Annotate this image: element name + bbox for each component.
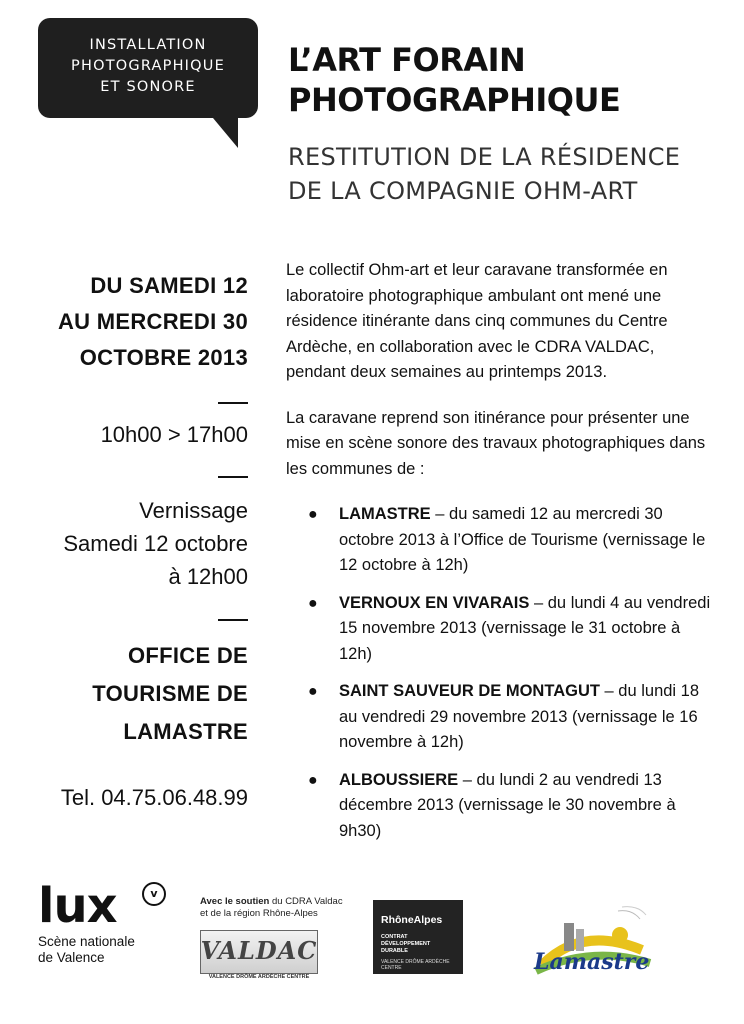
event-dates bbox=[8, 268, 248, 376]
bubble-line-2: PHOTOGRAPHIQUE bbox=[71, 58, 225, 74]
dates-line-1: DU SAMEDI 12 bbox=[90, 273, 248, 298]
vernissage-line-1: Vernissage bbox=[139, 498, 248, 523]
vernissage-line-3: à 12h00 bbox=[168, 564, 248, 589]
list-item bbox=[286, 679, 716, 756]
category-bubble bbox=[38, 18, 258, 118]
lux-wordmark: lux bbox=[38, 878, 117, 934]
bubble-line-3: ET SONORE bbox=[100, 79, 196, 95]
commune-details: – du lundi 4 au vendredi 15 novembre 2013 (vernissage le 31 octobre à 12h) bbox=[339, 593, 711, 663]
separator-dash bbox=[8, 460, 248, 482]
bullet-icon: ● bbox=[308, 771, 318, 789]
phone-number: Tel. 04.75.06.48.99 bbox=[60, 785, 248, 810]
bubble-tail bbox=[208, 112, 238, 148]
subtitle-line-2: DE LA COMPAGNIE OHM-ART bbox=[288, 177, 638, 205]
rhone-alpes-wordmark: RhôneAlpes bbox=[381, 914, 443, 926]
description-column bbox=[286, 258, 716, 856]
venue-line-2: TOURISME DE bbox=[92, 681, 248, 706]
lux-logo bbox=[38, 878, 158, 966]
support-rest: du CDRA Valdac bbox=[269, 896, 343, 907]
dates-line-2: AU MERCREDI 30 bbox=[57, 309, 248, 334]
bullet-icon: ● bbox=[308, 506, 318, 523]
intro-paragraph: Le collectif Ohm-art et leur caravane transformée en laboratoire photographique ambulant ont mené une résidence itinérante dans cinq communes du Centre Ardèche, en collaboration avec le CDRA VALDAC, pendant deux semaines au printemps 2013. bbox=[286, 261, 668, 381]
list-item bbox=[286, 502, 716, 579]
title-line-1: L’ART FORAIN bbox=[288, 41, 526, 79]
bullet-icon: ● bbox=[308, 683, 318, 700]
valdac-logo bbox=[200, 930, 318, 982]
lamastre-wordmark: Lamastre bbox=[534, 949, 650, 975]
event-info-column bbox=[8, 268, 248, 813]
poster-title bbox=[288, 40, 620, 120]
rhone-alpes-line-1: CONTRAT DÉVELOPPEMENT DURABLE bbox=[381, 934, 431, 954]
separator-dash bbox=[8, 386, 248, 408]
venue-line-1: OFFICE DE bbox=[127, 643, 248, 668]
dates-line-3: OCTOBRE 2013 bbox=[79, 345, 248, 370]
commune-name: SAINT SAUVEUR DE MONTAGUT bbox=[339, 682, 600, 700]
commune-name: VERNOUX EN VIVARAIS bbox=[339, 593, 530, 612]
rhone-alpes-line-2: VALENCE DRÔME ARDÈCHE CENTRE bbox=[381, 959, 450, 971]
poster-subtitle bbox=[288, 140, 680, 208]
commune-details: – du lundi 18 au vendredi 29 novembre 2013 (vernissage le 16 novembre à 12h) bbox=[339, 682, 700, 751]
itinerary-paragraph: La caravane reprend son itinérance pour présenter une mise en scène sonore des travaux photographiques dans les communes de : bbox=[286, 408, 706, 478]
support-bold: Avec le soutien bbox=[200, 896, 270, 907]
separator-dash bbox=[8, 603, 248, 625]
lux-sub-line-2: de Valence bbox=[38, 950, 105, 965]
commune-name: ALBOUSSIERE bbox=[339, 770, 459, 789]
valdac-wordmark: VALDAC bbox=[200, 936, 318, 965]
support-credit bbox=[200, 896, 370, 920]
lux-circle-icon: v bbox=[142, 882, 166, 906]
bullet-icon: ● bbox=[308, 594, 318, 612]
rhone-alpes-logo bbox=[373, 900, 463, 974]
lux-sub-line-1: Scène nationale bbox=[38, 934, 135, 949]
lamastre-logo bbox=[522, 905, 662, 985]
commune-name: LAMASTRE bbox=[339, 505, 431, 523]
commune-list bbox=[286, 502, 716, 844]
opening-hours: 10h00 > 17h00 bbox=[100, 422, 248, 447]
commune-details: – du lundi 2 au vendredi 13 décembre 2013 (vernissage le 30 novembre à 9h30) bbox=[339, 770, 676, 840]
venue-line-3: LAMASTRE bbox=[123, 719, 248, 744]
support-line-2: et de la région Rhône-Alpes bbox=[200, 908, 318, 919]
venue-name bbox=[8, 637, 248, 751]
lux-subtitle bbox=[38, 934, 135, 966]
vernissage-info bbox=[8, 494, 248, 593]
title-line-2: PHOTOGRAPHIQUE bbox=[288, 81, 621, 119]
list-item bbox=[286, 768, 716, 845]
commune-details: – du samedi 12 au mercredi 30 octobre 2013 à l’Office de Tourisme (vernissage le 12 octobre à 12h) bbox=[339, 505, 706, 574]
bubble-line-1: INSTALLATION bbox=[89, 37, 207, 53]
subtitle-line-1: RESTITUTION DE LA RÉSIDENCE bbox=[288, 143, 681, 171]
vernissage-line-2: Samedi 12 octobre bbox=[63, 531, 248, 556]
list-item bbox=[286, 591, 716, 668]
valdac-caption: VALENCE DRÔME ARDÈCHE CENTRE bbox=[208, 974, 310, 980]
